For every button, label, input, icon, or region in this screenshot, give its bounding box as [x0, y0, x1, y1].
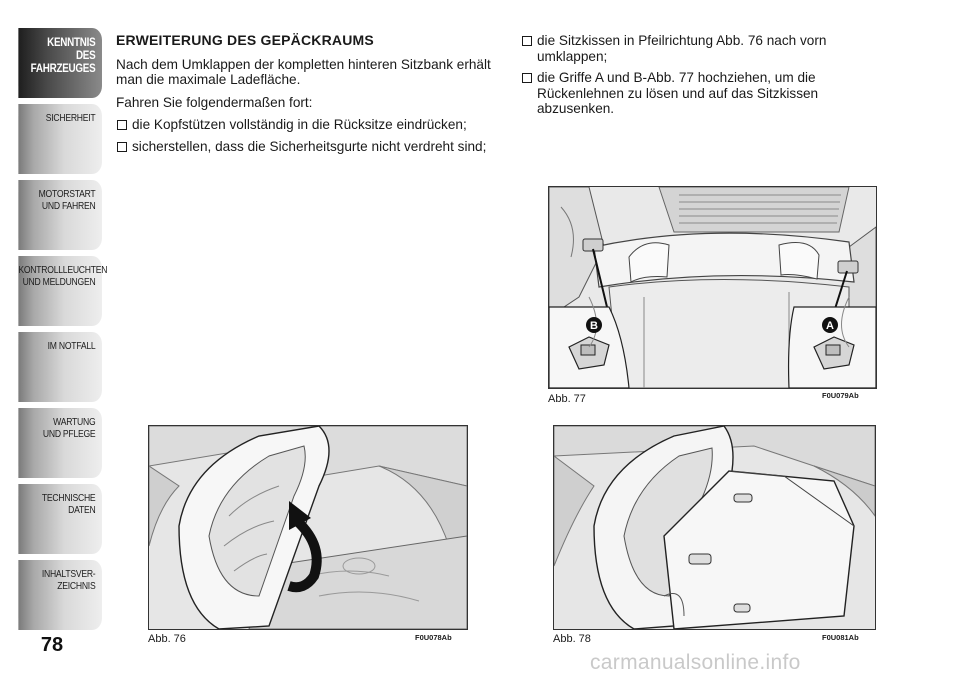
tab-im-notfall[interactable]	[18, 332, 102, 402]
figure-76-illustration	[149, 426, 467, 629]
figure-77-caption: Abb. 77	[548, 393, 586, 405]
tab-label: TECHNISCHE DATEN	[41, 492, 96, 516]
figure-76-cushion-fold	[148, 425, 468, 630]
tab-label: KENNTNIS DES FAHRZEUGES	[30, 35, 96, 75]
step-list	[521, 33, 881, 117]
tab-sicherheit[interactable]	[18, 104, 102, 174]
tab-label: SICHERHEIT	[45, 112, 96, 124]
intro-paragraph: Nach dem Umklappen der kompletten hinteren Sitzbank erhält man die maximale Ladefläche.	[116, 56, 491, 87]
tab-inhaltsverzeichnis[interactable]	[18, 560, 102, 630]
page-number: 78	[40, 634, 64, 656]
tab-label: KONTROLLLEUCHTEN UND MELDUNGEN	[18, 264, 108, 288]
tab-technische-daten[interactable]	[18, 484, 102, 554]
left-text-column	[116, 33, 506, 160]
label-b: B	[590, 320, 598, 332]
tab-kontrollleuchten[interactable]	[18, 256, 108, 326]
step-item: sicherstellen, dass die Sicherheitsgurte nicht verdreht sind;	[116, 139, 506, 155]
tab-label: IM NOTFALL	[47, 340, 96, 352]
tab-wartung[interactable]	[18, 408, 102, 478]
watermark: carmanualsonline.info	[590, 651, 801, 674]
lead-paragraph: Fahren Sie folgendermaßen fort:	[116, 94, 313, 110]
tab-kenntnis-des-fahrzeuges[interactable]	[18, 28, 102, 98]
step-list	[116, 117, 506, 154]
figure-78-caption: Abb. 78	[553, 633, 591, 645]
step-item: die Sitzkissen in Pfeilrichtung Abb. 76 nach vorn umklappen;	[521, 33, 881, 64]
figure-76-caption: Abb. 76	[148, 633, 186, 645]
figure-78-code: F0U081Ab	[822, 633, 859, 642]
section-heading: ERWEITERUNG DES GEPÄCKRAUMS	[116, 32, 374, 48]
tab-label: WARTUNG UND PFLEGE	[42, 416, 96, 440]
tab-label: MOTORSTART UND FAHREN	[38, 188, 96, 212]
figure-78-illustration	[554, 426, 875, 629]
right-text-column	[521, 33, 881, 123]
step-item: die Kopfstützen vollständig in die Rücksitze eindrücken;	[116, 117, 506, 133]
tab-label: INHALTSVER- ZEICHNIS	[41, 568, 96, 592]
label-a: A	[826, 320, 834, 332]
figure-78-seat-folded-flat	[553, 425, 876, 630]
tab-motorstart[interactable]	[18, 180, 102, 250]
step-item: die Griffe A und B-Abb. 77 hochziehen, um die Rückenlehnen zu lösen und auf das Sitzkissen abzusenken.	[521, 70, 881, 117]
figure-77-seat-release-handles	[548, 186, 877, 389]
figure-77-code: F0U079Ab	[822, 391, 859, 400]
figure-76-code: F0U078Ab	[415, 633, 452, 642]
figure-77-illustration	[549, 187, 876, 388]
